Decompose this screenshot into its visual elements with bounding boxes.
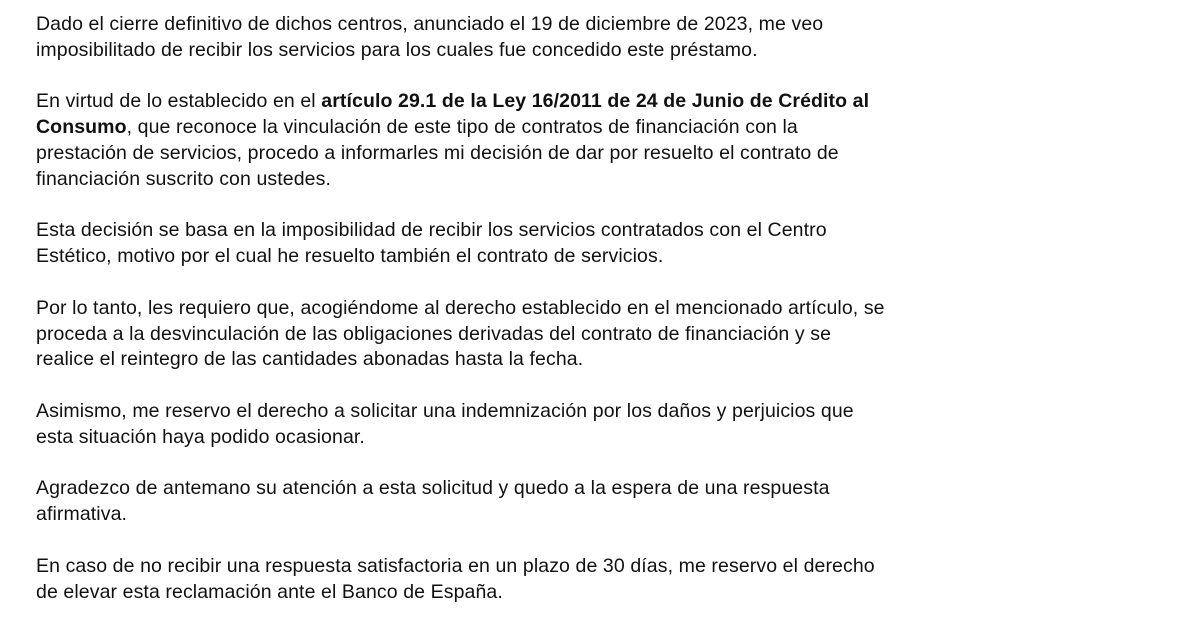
paragraph-closure: [36, 12, 1036, 64]
text-segment: En virtud de lo establecido en el: [36, 90, 322, 113]
text-line: Agradezco de antemano su atención a esta solicitud y quedo a la espera de una respuesta: [36, 477, 830, 500]
text-segment: , que reconoce la vinculación de este tipo de contratos de financiación con la: [126, 116, 798, 139]
letter-body: [36, 12, 1036, 605]
text-line: financiación suscrito con ustedes.: [36, 167, 331, 190]
text-line: [36, 89, 1036, 115]
law-reference: Consumo: [36, 116, 127, 139]
text-line: Asimismo, me reservo el derecho a solicitar una indemnización por los daños y perjuicios que: [36, 399, 854, 422]
text-line: Esta decisión se basa en la imposibilidad de recibir los servicios contratados con el Centro: [36, 219, 827, 242]
paragraph-escalation: [36, 554, 1036, 606]
paragraph-compensation: [36, 399, 1036, 451]
text-line: Estético, motivo por el cual he resuelto también el contrato de servicios.: [36, 245, 664, 268]
paragraph-thanks: [36, 476, 1036, 528]
text-line: imposibilitado de recibir los servicios para los cuales fue concedido este préstamo.: [36, 38, 758, 61]
text-line: afirmativa.: [36, 503, 128, 526]
text-line: esta situación haya podido ocasionar.: [36, 425, 365, 448]
paragraph-decision-basis: [36, 218, 1036, 270]
text-line: Por lo tanto, les requiero que, acogiéndome al derecho establecido en el mencionado artículo, se: [36, 296, 885, 319]
text-line: realice el reintegro de las cantidades abonadas hasta la fecha.: [36, 348, 584, 371]
law-reference: artículo 29.1 de la Ley 16/2011 de 24 de Junio de Crédito al: [321, 90, 870, 113]
text-line: prestación de servicios, procedo a informarles mi decisión de dar por resuelto el contrato de: [36, 141, 839, 164]
paragraph-legal-basis: [36, 89, 1036, 192]
text-line: [36, 115, 1036, 141]
text-line: En caso de no recibir una respuesta satisfactoria en un plazo de 30 días, me reservo el derecho: [36, 554, 875, 577]
text-line: Dado el cierre definitivo de dichos centros, anunciado el 19 de diciembre de 2023, me veo: [36, 13, 824, 35]
text-line: de elevar esta reclamación ante el Banco de España.: [36, 580, 503, 603]
text-line: proceda a la desvinculación de las obligaciones derivadas del contrato de financiación y se: [36, 322, 832, 345]
paragraph-request: [36, 296, 1036, 373]
